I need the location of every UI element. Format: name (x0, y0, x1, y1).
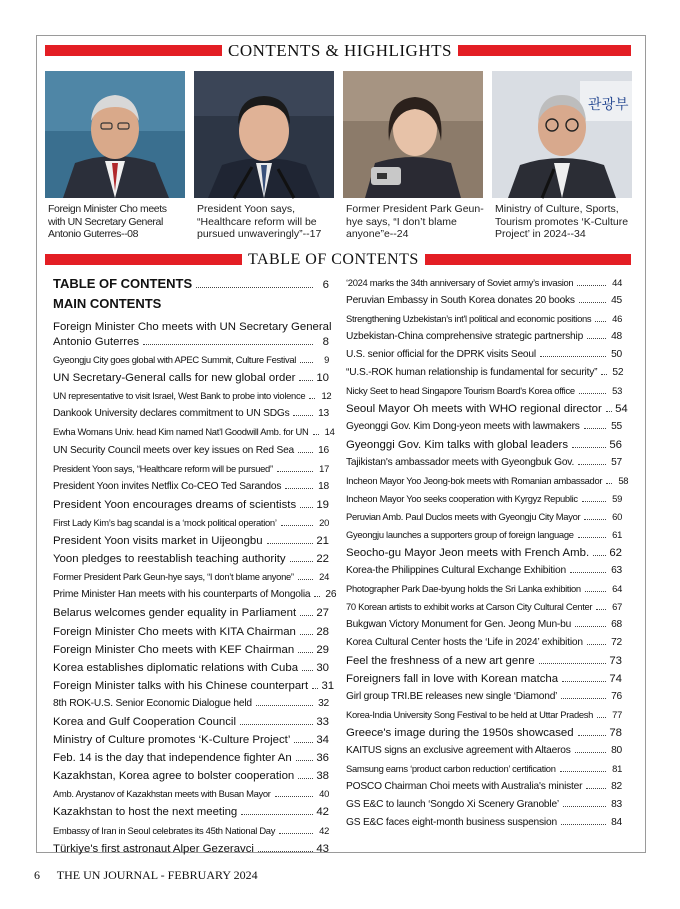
dot-leader (606, 483, 612, 484)
dot-leader (587, 338, 606, 339)
toc-entry[interactable] (346, 745, 622, 763)
toc-entry-page: 76 (611, 691, 622, 702)
toc-entry-title: Korea-India University Song Festival to be held at Uttar Pradesh (346, 709, 594, 720)
toc-entry-title: U.S. senior official for the DPRK visits Seoul (346, 349, 536, 360)
toc-entry[interactable]: Foreign Minister Cho meets with UN Secretary General (53, 320, 332, 333)
toc-entry-title: ‘2024 marks the 34th anniversary of Soviet army’s invasion (346, 277, 574, 288)
toc-entry-title: Amb. Arystanov of Kazakhstan meets with Busan Mayor (53, 788, 271, 800)
toc-entry-page: 20 (319, 516, 329, 528)
dot-leader (561, 698, 606, 699)
toc-entry-title: Foreign Minister Cho meets with KITA Chairman (53, 625, 296, 638)
toc-entry[interactable] (53, 734, 329, 752)
toc-entry[interactable] (53, 499, 329, 517)
caption-2: President Yoon says, “Healthcare reform will be pursued unwaveringly”--17 (197, 203, 322, 240)
dot-leader (314, 596, 320, 597)
toc-entry-title: Feel the freshness of a new art genre (346, 655, 535, 667)
toc-entry-title: Greece's image during the 1950s showcased (346, 727, 574, 739)
toc-entry-page: 26 (325, 589, 337, 601)
toc-entry-title: UN representative to visit Israel, West Bank to probe into violence (53, 390, 306, 402)
toc-entry-page: 61 (612, 529, 622, 540)
toc-entry[interactable]: TABLE OF CONTENTS 6 (53, 276, 329, 291)
toc-entry[interactable] (346, 439, 622, 457)
toc-entry-title: UN Secretary-General calls for new global order (53, 372, 296, 385)
toc-entry[interactable] (53, 788, 329, 806)
toc-entry[interactable] (346, 709, 622, 727)
toc-entry[interactable] (53, 698, 329, 716)
dot-leader (575, 752, 606, 753)
toc-entry-title: Kazakhstan, Korea agree to bolster cooperation (53, 770, 295, 783)
photo-yoon (194, 71, 334, 198)
toc-entry-title: President Yoon encourages dreams of scientists (53, 498, 297, 511)
toc-entry-page: 12 (321, 390, 332, 402)
toc-entry-title: Yoon pledges to reestablish teaching authority (53, 553, 286, 566)
toc-entry-page: 36 (316, 752, 329, 765)
toc-entry[interactable] (53, 662, 329, 680)
dot-leader (313, 434, 319, 435)
toc-entry-page: 22 (316, 553, 329, 566)
toc-entry-title: Embassy of Iran in Seoul celebrates its 45th National Day (53, 824, 276, 836)
toc-entry[interactable] (53, 806, 329, 824)
toc-entry-title: GS E&C to launch ‘Songdo Xi Scenery Granoble’ (346, 799, 559, 810)
toc-entry[interactable] (346, 511, 622, 529)
toc-entry-page: 80 (611, 745, 622, 756)
dot-leader (143, 344, 313, 345)
toc-entry-title: Uzbekistan-China comprehensive strategic partnership (346, 331, 584, 342)
toc-entry-title: 8th ROK-U.S. Senior Economic Dialogue held (53, 697, 252, 709)
dot-leader (309, 398, 315, 399)
toc-entry-title: Korea-the Philippines Cultural Exchange Exhibition (346, 565, 566, 576)
toc-entry-title: President Yoon visits market in Uijeongbu (53, 535, 263, 548)
toc-entry-page: 32 (318, 697, 329, 709)
toc-entry-title: Gyeonggi Gov. Kim Dong-yeon meets with lawmakers (346, 421, 580, 432)
publication-name: THE UN JOURNAL - FEBRUARY 2024 (56, 868, 258, 882)
toc-entry-title: Former President Park Geun-hye says, “I don’t blame anyone” (53, 571, 294, 583)
dot-leader (562, 681, 606, 682)
dot-leader (296, 760, 313, 761)
toc-entry[interactable] (53, 372, 329, 390)
toc-entry-title: Incheon Mayor Yoo Jeong-bok meets with Romanian ambassador (346, 475, 603, 486)
dot-leader (578, 735, 606, 736)
toc-entry-page: 48 (611, 331, 622, 342)
dot-leader (606, 411, 612, 412)
toc-entry-page: 9 (324, 354, 329, 366)
toc-entry-page: 16 (318, 444, 329, 456)
caption-4: Ministry of Culture, Sports, Tourism promotes ‘K-Culture Project’ in 2024--34 (495, 203, 629, 240)
dot-leader (298, 579, 313, 580)
dot-leader (586, 788, 606, 789)
toc-entry-title: Korea and Gulf Cooperation Council (53, 715, 236, 728)
toc-entry-page: 81 (612, 763, 622, 774)
dot-leader (563, 806, 606, 807)
toc-entry-page: 55 (611, 421, 622, 432)
dot-leader (277, 471, 313, 472)
toc-entry-page: 52 (612, 367, 624, 378)
toc-entry[interactable] (53, 445, 329, 463)
toc-left-column (53, 276, 337, 861)
toc-entry-title: Bukgwan Victory Monument for Gen. Jeong Mun-bu (346, 619, 572, 630)
toc-entry-page: 63 (611, 565, 622, 576)
toc-entry-page: 38 (316, 770, 329, 783)
toc-entry-page: 54 (615, 403, 628, 415)
dot-leader (290, 561, 313, 562)
dot-leader (300, 507, 313, 508)
dot-leader (584, 428, 606, 429)
toc-entry-title: Ministry of Culture promotes ‘K-Culture Project’ (53, 734, 291, 747)
svg-text:관광부: 관광부 (588, 97, 629, 113)
toc-entry[interactable] (346, 601, 622, 619)
dot-leader (293, 415, 313, 416)
toc-entry[interactable] (346, 565, 622, 583)
toc-entry-page: 29 (316, 643, 329, 656)
dot-leader (240, 724, 313, 725)
dot-leader (300, 362, 313, 363)
toc-entry[interactable] (346, 619, 622, 637)
photo-culture-minister (492, 71, 632, 198)
toc-entry-title: Foreign Minister talks with his Chinese counterpart (53, 679, 309, 692)
toc-entry-title: 70 Korean artists to exhibit works at Carson City Cultural Center (346, 601, 593, 612)
toc-entry[interactable] (346, 529, 622, 547)
toc-entry-page: 10 (316, 372, 329, 385)
toc-entry-page: 28 (316, 625, 329, 638)
toc-entry-title: Peruvian Amb. Paul Duclos meets with Gyeongju City Mayor (346, 511, 581, 522)
toc-entry-page: 42 (319, 824, 329, 836)
dot-leader (570, 572, 606, 573)
dot-leader (579, 393, 606, 394)
toc-right-column (346, 277, 629, 835)
toc-entry[interactable] (53, 644, 329, 662)
toc-entry-title: Dankook University declares commitment to UN SDGs (53, 408, 290, 420)
toc-entry[interactable] (346, 331, 622, 349)
dot-leader (587, 644, 606, 645)
caption-1: Foreign Minister Cho meets with UN Secretary General Antonio Guterres--08 (48, 203, 167, 240)
toc-title: TABLE OF CONTENTS (242, 250, 425, 269)
toc-entry-title: First Lady Kim’s bag scandal is a ‘mock political operation’ (53, 516, 277, 528)
toc-entry-page: 40 (319, 788, 329, 800)
dot-leader (575, 626, 606, 627)
toc-entry-title: UN Security Council meets over key issues on Red Sea (53, 444, 294, 456)
toc-entry[interactable] (346, 799, 622, 817)
toc-entry[interactable] (346, 403, 628, 421)
toc-entry-title: Incheon Mayor Yoo seeks cooperation with Kyrgyz Republic (346, 493, 578, 504)
dot-leader (256, 705, 313, 706)
photo-park (343, 71, 483, 198)
toc-entry-page: 43 (316, 842, 329, 855)
toc-entry-page: 19 (316, 498, 329, 511)
toc-entry-title: Foreigners fall in love with Korean matcha (346, 673, 559, 685)
toc-entry-title: POSCO Chairman Choi meets with Australia's minister (346, 781, 583, 792)
dot-leader (275, 796, 313, 797)
toc-entry[interactable] (53, 752, 329, 770)
toc-entry[interactable] (53, 716, 329, 734)
toc-entry-page: 57 (611, 457, 622, 468)
toc-entry-title: Samsung earns ‘product carbon reduction’ certification (346, 763, 556, 774)
toc-entry-page: 83 (611, 799, 622, 810)
toc-entry-page: 56 (609, 439, 622, 451)
dot-leader (593, 555, 606, 556)
toc-section-heading: MAIN CONTENTS (53, 296, 162, 311)
toc-entry-page: 34 (316, 734, 329, 747)
dot-leader (582, 501, 606, 502)
dot-leader (540, 356, 606, 357)
toc-entry[interactable] (346, 637, 622, 655)
toc-entry-page: 59 (612, 493, 622, 504)
toc-entry-title: Gyeonggi Gov. Kim talks with global leaders (346, 439, 569, 451)
page-footer (34, 868, 258, 883)
toc-entry-page: 74 (609, 673, 622, 685)
toc-entry[interactable] (346, 817, 622, 835)
dot-leader (561, 824, 606, 825)
toc-entry[interactable] (346, 349, 622, 367)
toc-entry[interactable] (346, 421, 622, 439)
toc-entry-title: Nicky Seet to head Singapore Tourism Board's Korea office (346, 385, 575, 396)
toc-entry[interactable] (53, 426, 335, 444)
dot-leader (258, 851, 313, 852)
dot-leader (597, 717, 606, 718)
dot-leader (560, 771, 606, 772)
toc-entry[interactable] (53, 354, 329, 372)
toc-entry-title: KAITUS signs an exclusive agreement with Altaeros (346, 745, 571, 756)
toc-entry-page: 24 (319, 571, 329, 583)
dot-leader (578, 464, 606, 465)
toc-entry[interactable] (346, 385, 622, 403)
toc-entry[interactable] (53, 463, 329, 481)
toc-entry-page: 53 (612, 385, 622, 396)
toc-entry[interactable] (53, 679, 335, 698)
toc-entry-title: President Yoon says, “Healthcare reform will be pursued” (53, 462, 273, 474)
toc-entry-title: Seoul Mayor Oh meets with WHO regional director (346, 403, 602, 415)
toc-entry[interactable] (53, 535, 329, 553)
toc-entry-title: Belarus welcomes gender equality in Parliament (53, 607, 297, 620)
toc-entry-page: 62 (609, 547, 622, 559)
caption-3: Former President Park Geun-hye says, “I don’t blame anyone”e--24 (346, 203, 484, 240)
toc-entry-title: Girl group TRI.BE releases new single ‘Diamond’ (346, 691, 558, 702)
toc-entry-page: 27 (316, 607, 329, 620)
toc-entry-page: 44 (612, 277, 622, 288)
toc-entry[interactable] (346, 673, 622, 691)
toc-entry-title: Ewha Womans Univ. head Kim named Nat’l Goodwill Amb. for UN (53, 426, 309, 438)
dot-leader (279, 833, 313, 834)
toc-entry[interactable] (346, 367, 622, 385)
toc-entry-title: Gyeongju City goes global with APEC Summit, Culture Festival (53, 354, 297, 366)
toc-entry[interactable] (346, 457, 622, 475)
toc-entry-page: 84 (611, 817, 622, 828)
toc-entry[interactable] (53, 825, 329, 843)
toc-entry-page: 78 (609, 727, 622, 739)
dot-leader (299, 380, 313, 381)
toc-entry[interactable] (346, 583, 622, 601)
toc-entry-title: Türkiye's first astronaut Alper Gezeravci (53, 842, 254, 855)
photo-guterres (45, 71, 185, 198)
toc-entry-title: Korea establishes diplomatic relations with Cuba (53, 661, 299, 674)
toc-entry-page: 60 (612, 511, 622, 522)
toc-entry[interactable] (53, 517, 329, 535)
toc-entry[interactable] (346, 313, 622, 331)
toc-entry[interactable] (53, 843, 329, 861)
toc-entry[interactable] (53, 390, 332, 408)
toc-entry-page: 8 (322, 336, 329, 348)
toc-entry[interactable] (53, 553, 329, 571)
toc-entry-page: 13 (318, 408, 329, 420)
toc-entry-page: 17 (319, 462, 329, 474)
toc-entry-title: Kazakhstan to host the next meeting (53, 806, 238, 819)
toc-entry-page: 18 (318, 480, 329, 492)
toc-entry-title: Feb. 14 is the day that independence fighter An (53, 752, 292, 765)
toc-entry[interactable] (346, 655, 622, 673)
toc-entry-page: 45 (611, 295, 622, 306)
dot-leader (595, 321, 606, 322)
header-title: CONTENTS & HIGHLIGHTS (222, 41, 458, 61)
toc-entry[interactable] (346, 727, 622, 745)
toc-entry-title: Foreign Minister Cho meets with KEF Chairman (53, 643, 295, 656)
dot-leader (300, 634, 313, 635)
toc-entry-page: 72 (611, 637, 622, 648)
toc-entry-title: Korea Cultural Center hosts the ‘Life in 2024’ exhibition (346, 637, 583, 648)
toc-entry[interactable] (346, 763, 622, 781)
toc-entry-page: 21 (316, 535, 329, 548)
toc-entry[interactable] (53, 770, 329, 788)
dot-leader (596, 609, 606, 610)
toc-entry-page: 14 (324, 426, 335, 438)
toc-entry-title: “U.S.-ROK human relationship is fundamental for security” (346, 367, 598, 378)
toc-entry-page: 46 (612, 313, 622, 324)
dot-leader (572, 447, 606, 448)
toc-entry-page: 64 (612, 583, 622, 594)
toc-entry[interactable] (53, 571, 329, 589)
toc-entry-title: Antonio Guterres (53, 336, 140, 348)
toc-entry-page: 67 (612, 601, 622, 612)
dot-leader (241, 814, 313, 815)
dot-leader (601, 374, 607, 375)
toc-entry[interactable] (346, 493, 622, 511)
dot-leader (285, 488, 313, 489)
toc-entry[interactable] (346, 547, 622, 565)
toc-entry-title: Gyeongju launches a supporters group of foreign language (346, 529, 574, 540)
toc-entry-title: Peruvian Embassy in South Korea donates 20 books (346, 295, 575, 306)
dot-leader (578, 537, 606, 538)
dot-leader (281, 525, 313, 526)
toc-entry[interactable] (53, 408, 329, 426)
toc-entry[interactable] (53, 481, 329, 499)
toc-entry[interactable] (346, 475, 629, 493)
toc-entry[interactable] (53, 336, 329, 354)
toc-entry[interactable] (346, 295, 622, 313)
toc-entry-title: Photographer Park Dae-byung holds the Sri Lanka exhibition (346, 583, 581, 594)
dot-leader (298, 778, 313, 779)
dot-leader (300, 615, 313, 616)
toc-entry-title: Prime Minister Han meets with his counterparts of Mongolia (53, 589, 311, 601)
toc-entry-page: 77 (612, 709, 622, 720)
toc-entry[interactable] (53, 626, 329, 644)
toc-entry-title: Strengthening Uzbekistan’s int'l political and economic positions (346, 313, 592, 324)
dot-leader (584, 519, 606, 520)
toc-entry-title: President Yoon invites Netflix Co-CEO Ted Sarandos (53, 480, 282, 492)
dot-leader (267, 543, 313, 544)
toc-entry[interactable] (53, 589, 337, 607)
toc-entry[interactable] (346, 781, 622, 799)
toc-entry-page: 30 (316, 661, 329, 674)
toc-entry[interactable] (346, 691, 622, 709)
toc-entry-title: Seocho-gu Mayor Jeon meets with French Amb. (346, 547, 590, 559)
toc-entry-page: 50 (611, 349, 622, 360)
dot-leader (585, 591, 606, 592)
toc-entry[interactable] (53, 607, 329, 625)
dot-leader (577, 285, 606, 286)
dot-leader (294, 742, 313, 743)
toc-entry-page: 73 (609, 655, 622, 667)
toc-entry[interactable] (346, 277, 622, 295)
toc-entry-page: 68 (611, 619, 622, 630)
page-number: 6 (34, 868, 40, 882)
toc-entry-page: 33 (316, 715, 329, 728)
dot-leader (298, 652, 313, 653)
toc-entry-page: 82 (611, 781, 622, 792)
dot-leader (312, 688, 318, 689)
toc-entry-page: 42 (316, 806, 329, 819)
toc-entry-page: 31 (321, 679, 335, 692)
toc-entry-title: GS E&C faces eight-month business suspension (346, 817, 557, 828)
toc-entry-page: 58 (618, 475, 629, 486)
toc-entry-title: Tajikistan's ambassador meets with Gyeongbuk Gov. (346, 457, 575, 468)
dot-leader (579, 302, 606, 303)
dot-leader (302, 670, 313, 671)
dot-leader (539, 663, 606, 664)
dot-leader (298, 452, 313, 453)
